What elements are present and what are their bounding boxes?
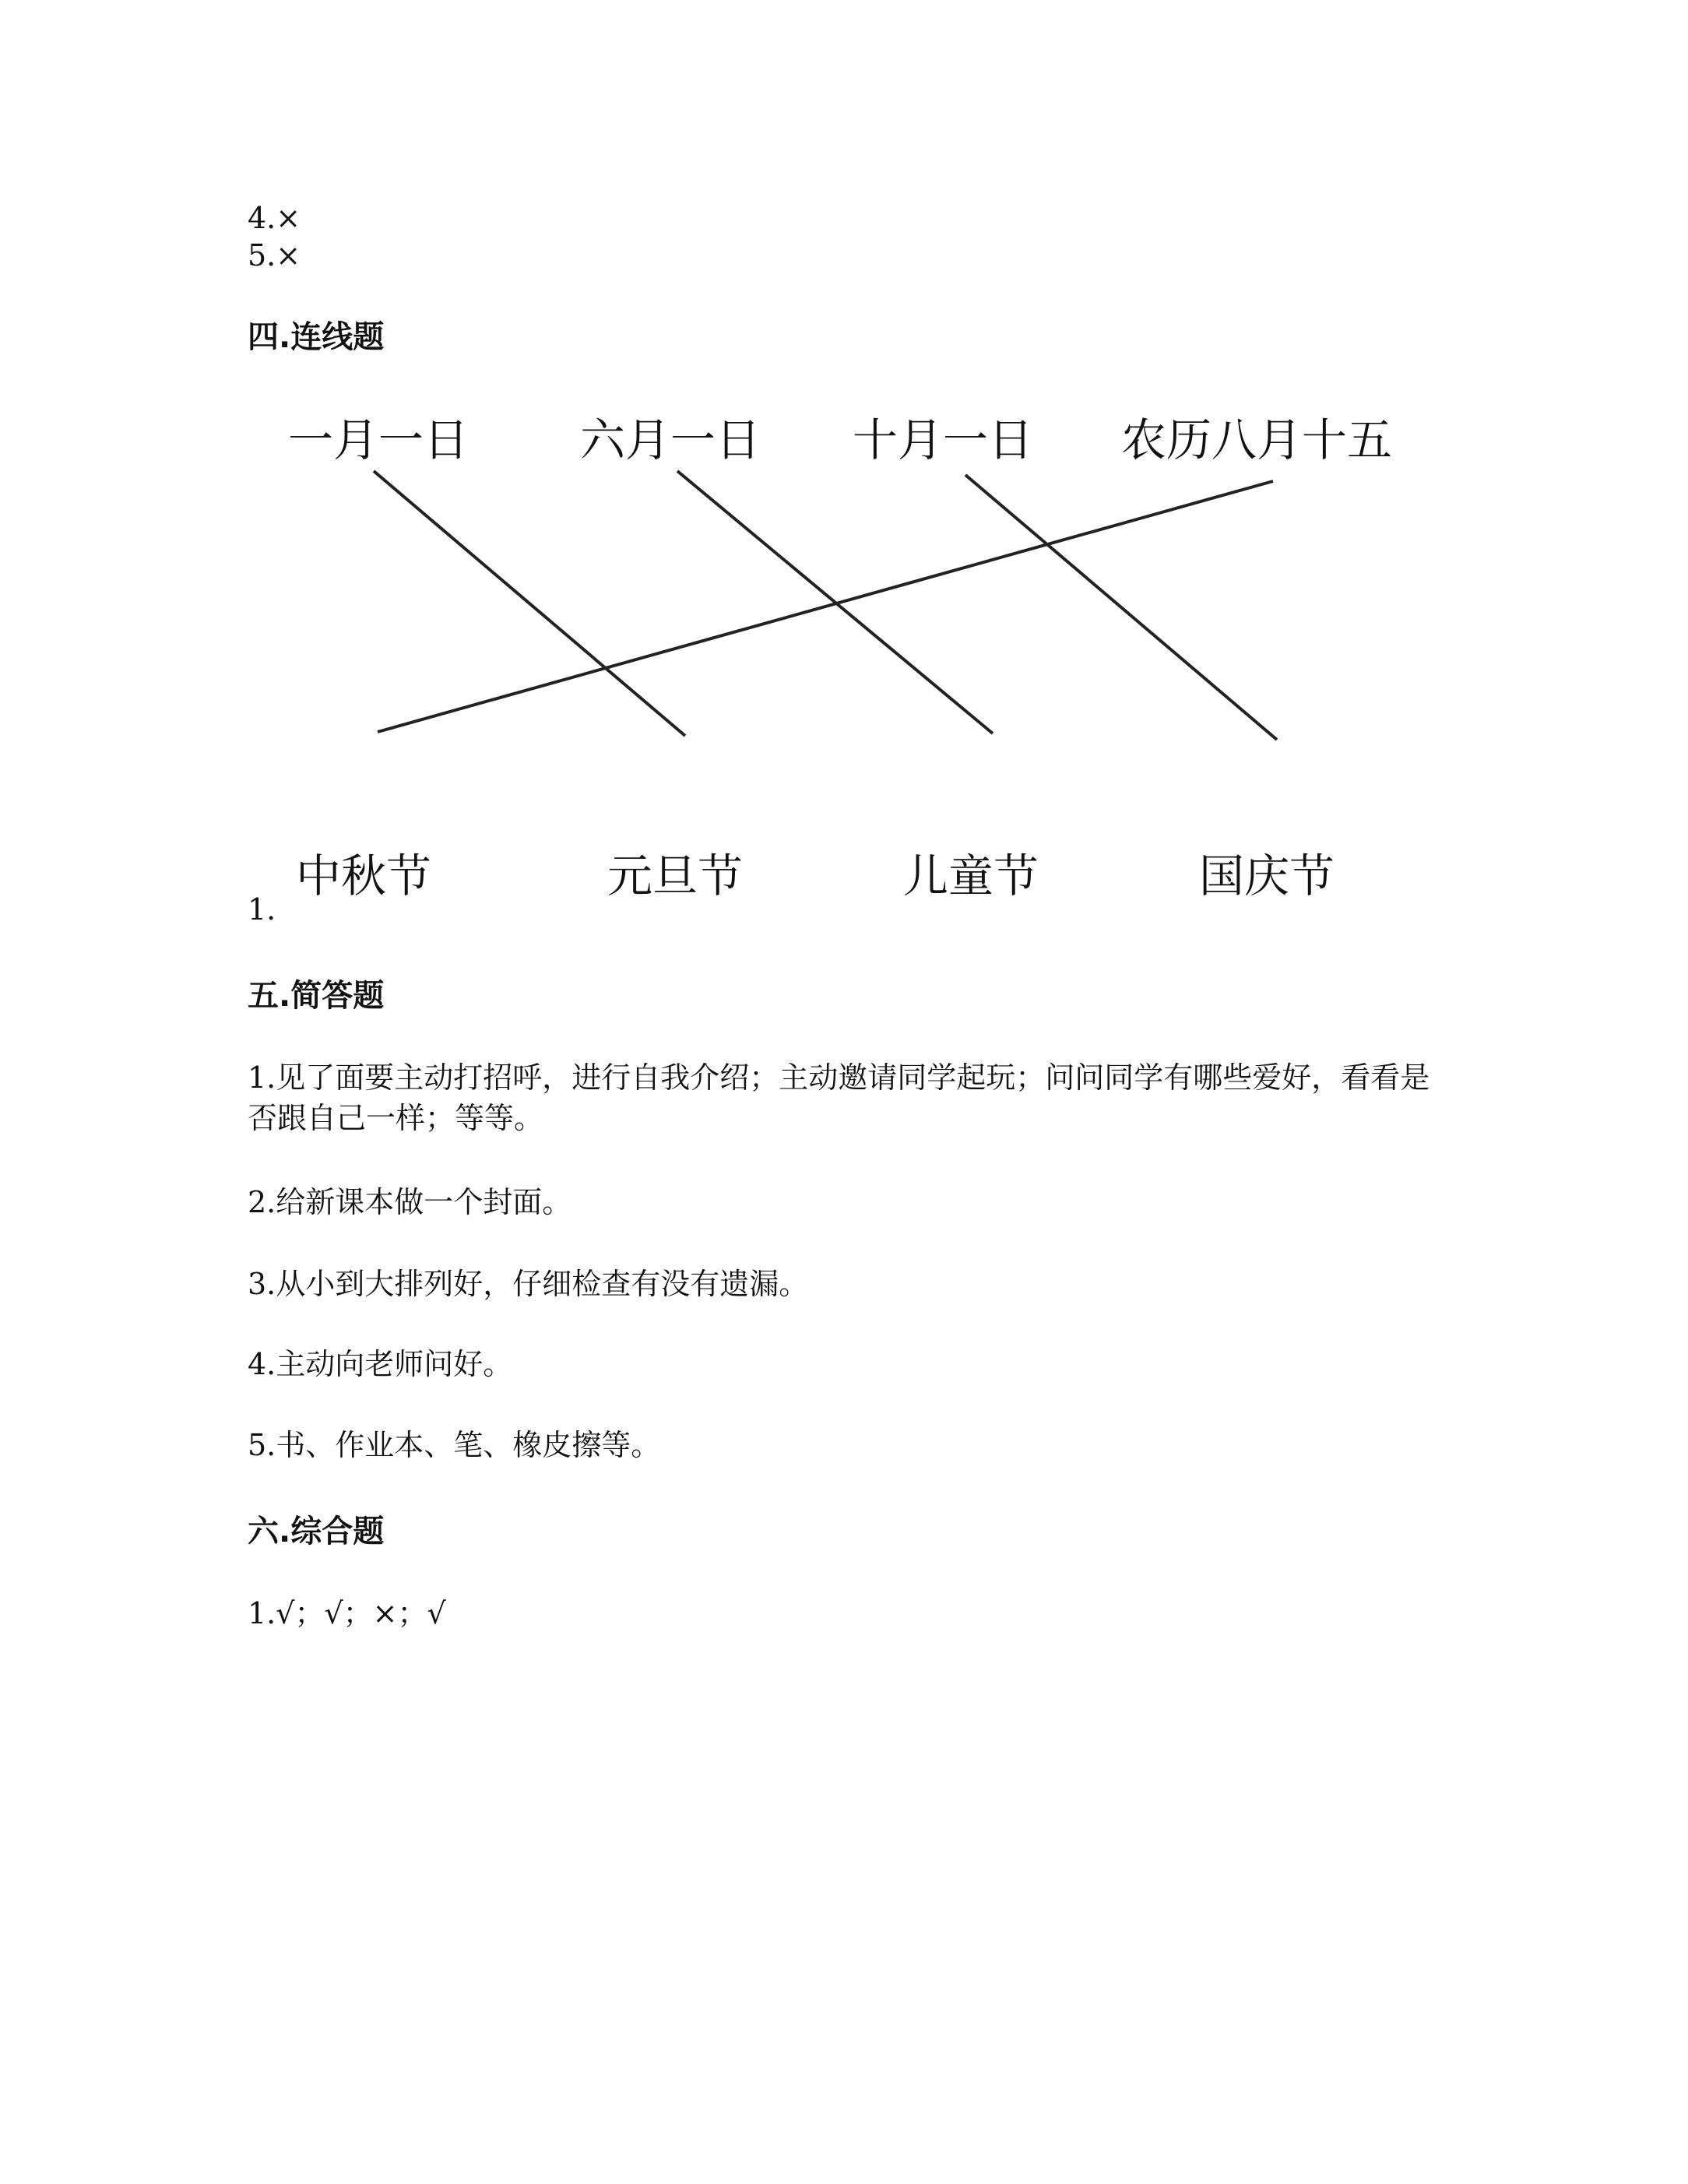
judgement-answer-4: 4.× <box>248 201 301 235</box>
section-heading-matching: 四.连线题 <box>248 319 385 355</box>
section-heading-short-answer: 五.简答题 <box>248 978 385 1014</box>
match-line-oct1-national <box>965 475 1277 740</box>
top-label-oct-1: 十月一日 <box>853 413 1034 466</box>
bottom-label-national: 国庆节 <box>1199 849 1335 902</box>
matching-item-number: 1. <box>248 892 276 927</box>
section-heading-comprehensive: 六.综合题 <box>248 1514 385 1549</box>
bottom-label-children: 儿童节 <box>903 849 1039 902</box>
comprehensive-answer-1: 1.√；√；×；√ <box>248 1596 446 1630</box>
match-line-jan1-yuandan <box>374 471 685 736</box>
short-answer-3: 3.从小到大排列好，仔细检查有没有遗漏。 <box>248 1267 809 1301</box>
short-answer-4: 4.主动向老师问好。 <box>248 1347 513 1381</box>
short-answer-2: 2.给新课本做一个封面。 <box>248 1185 572 1219</box>
bottom-label-yuandan: 元旦节 <box>607 849 744 902</box>
short-answer-5: 5.书、作业本、笔、橡皮擦等。 <box>248 1428 661 1462</box>
short-answer-1: 1.见了面要主动打招呼，进行自我介绍；主动邀请同学起玩；问问同学有哪些爱好，看看是否跟自己一样；等等。 <box>248 1060 1430 1135</box>
top-label-lunar-aug-15: 农历八月十五 <box>1121 413 1393 466</box>
matching-diagram <box>257 389 1448 919</box>
match-line-midautumn <box>378 481 1273 732</box>
top-label-jan-1: 一月一日 <box>288 413 469 466</box>
judgement-answer-5: 5.× <box>248 238 301 273</box>
top-label-jun-1: 六月一日 <box>580 413 761 466</box>
bottom-label-midautumn: 中秋节 <box>296 849 432 902</box>
